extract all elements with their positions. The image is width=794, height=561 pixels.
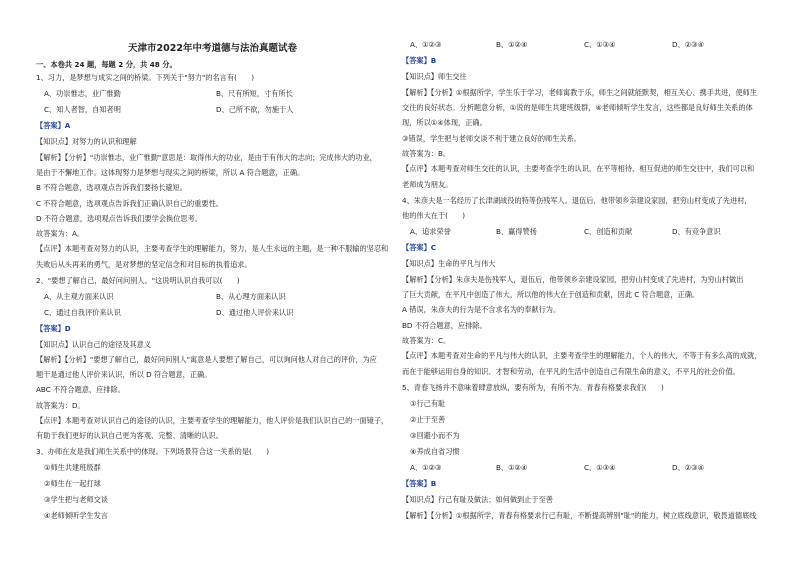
q2-option-d: D、通过他人评价来认识 [216,308,294,317]
q4-analysis-line: A 错误，朱彦夫的行为是不含求名为的奉献行为。 [402,305,561,314]
q5-item: ②止于至善 [410,415,446,424]
q1-comment-line: 【点评】本题考查对努力的认识，主要考查学生的理解能力，努力，是人生永远的主题，是一种不服输的坚忍和 [36,244,389,253]
q3-comment-line: 【点评】本题考查对师生交往的认识，主要考查学生的认识，在平等相待、相互促进的师生交往中，我们可以和 [402,164,755,173]
q2-answer: 【答案】D [36,324,71,333]
q1-option-c: C、知人者智，自知者明 [44,105,121,114]
q1-answer: 【答案】A [36,121,71,130]
q1-analysis-line: 是由于不懈地工作。这体现努力是梦想与现实之间的桥梁，所以 A 符合题意，正确。 [36,168,305,177]
q3-item: ②师生在一起打球 [44,479,101,488]
q2-option-a: A、从主观方面来认识 [44,292,114,301]
q5-knowledge-point: 【知识点】行己有耻及做法；如何做到止于至善 [402,495,553,504]
q3-option-a: A、①②③ [410,40,442,49]
q5-item: ④养成自省习惯 [410,447,460,456]
q1-analysis-line: 故答案为：A。 [36,229,85,238]
q3-item: ③学生把与老师交谈 [44,495,108,504]
q1-analysis-line: D 不符合题意，选项观点告诉我们要学会换位思考。 [36,214,202,223]
q2-comment-line: 【点评】本题考查对认识自己的途径的认识，主要考查学生的理解能力，他人评价是我们认识自己的一面镜子， [36,416,389,425]
page-title: 天津市2022年中考道德与法治真题试卷 [128,43,297,54]
q3-answer: 【答案】B [402,56,437,65]
q3-analysis-line: 现，所以①④体现，正确。 [402,118,487,127]
q4-analysis-line: 故答案为：C。 [402,336,451,345]
q3-option-d: D、②③④ [672,40,705,49]
q5-analysis-line: 【解析】【分析】①根据所学，青春有格要求行己有耻，不断提高辨别"耻"的能力，树立底线意识，敬畏道德底线 [402,511,757,520]
q3-option-b: B、①②④ [496,40,528,49]
q4-knowledge-point: 【知识点】生命的平凡与伟大 [402,259,496,268]
q3-item: ①师生共建班级群 [44,463,101,472]
q2-analysis-line: 【解析】【分析】"要想了解自己，最好问问别人"寓意是人要想了解自己，可以询问他人对自己的评价，为应 [36,355,377,364]
q2-knowledge-point: 【知识点】认识自己的途径及其意义 [36,340,152,349]
q2-stem: 2、"要想了解自己，最好问问别人。"这说明认识自我可以( ) [36,276,240,285]
q1-comment-line: 失败后从头再来的勇气，是对梦想的坚定信念和对目标的执着追求。 [36,260,252,269]
q1-knowledge-point: 【知识点】对努力的认识和理解 [36,137,137,146]
q3-analysis-line: 【解析】【分析】①根据所学，学生乐于学习，老师寓教于乐，师生之间就能默契，相互关心、携手共进，使师生 [402,88,758,97]
section-heading: 一、本卷共 24 题，每题 2 分，共 48 分。 [36,60,177,69]
q4-option-a: A、追求荣誉 [410,227,451,236]
q5-option-a: A、①②③ [410,463,442,472]
q4-option-c: C、创造和贡献 [584,227,633,236]
q1-option-d: D、己所不欲，勿施于人 [216,105,294,114]
q5-answer: 【答案】B [402,479,437,488]
q5-option-d: D、②③④ [672,463,705,472]
q3-knowledge-point: 【知识点】师生交往 [402,72,467,81]
q2-comment-line: 有助于我们更好的认识自己更为客观、完整、清晰的认识。 [36,431,223,440]
q3-analysis-line: ③错误，学生把与老师交谈不利于建立良好的师生关系。 [402,134,581,143]
q4-stem: 4、朱彦夫是一名经历了长津湖战役的特等伤残军人。退伍后，他带领乡亲建设家园，把穷山村变成了先进村， [402,196,752,205]
q3-analysis-line: 交往的良好状态。分析题意分析，①说的是师生共建班级群，④老师倾听学生发言，这些都是良好师生关系的体 [402,103,753,112]
q2-option-c: C、通过自我评价来认识 [44,308,121,317]
q3-item: ④老师倾听学生发言 [44,511,108,520]
q4-analysis-line: 了巨大贡献，在平凡中创造了伟大，所以他的伟大在于创造和贡献，因此 C 符合题意，正确。 [402,290,700,299]
q3-option-c: C、①③④ [584,40,616,49]
q2-analysis-line: ABC 不符合题意，应排除。 [36,385,125,394]
q4-comment-line: 【点评】本题考查对生命的平凡与伟大的认识，主要考查学生的理解能力，个人的伟大，不等于有多么高的成就， [402,351,762,360]
q4-option-b: B、赢得赞扬 [496,227,537,236]
q1-analysis-line: 【解析】【分析】"功崇惟志，业广惟勤"意思是：取得伟大的功业，是由于有伟大的志向；完成伟大的功业， [36,153,377,162]
q3-analysis-line: 故答案为：B。 [402,149,451,158]
q4-answer: 【答案】C [402,243,437,252]
q3-stem: 3、办师在友是我们师生关系中的体现。下列场景符合这一关系的是( ) [36,447,269,456]
q5-stem: 5、青春飞扬并不意味着肆意放纵，要有所为，有所不为。青春有格要求我们( ) [402,383,664,392]
q1-analysis-line: C 不符合题意，选项观点告诉我们正确认识自己的重要性。 [36,199,223,208]
q5-option-b: B、①②④ [496,463,528,472]
q4-option-d: D、有竞争意识 [672,227,721,236]
q5-option-c: C、①③④ [584,463,616,472]
q4-analysis-line: 【解析】【分析】朱彦夫是伤残军人，退伍后，他带领乡亲建设家园，把穷山村变成了先进村，为穷山村做出 [402,275,744,284]
q5-item: ③回避小而不为 [410,431,460,440]
q5-item: ①行己有耻 [410,399,446,408]
q1-stem: 1、习力，是梦想与成实之间的桥梁。下列关于"努力"的名言有( ) [36,73,255,82]
q1-option-a: A、功崇惟志，业广惟勤 [44,89,121,98]
q4-comment-line: 而在于能够运用自身的知识、才智和劳动，在平凡的生活中创造自己有限生命的意义，不平凡的社会价值。 [402,367,740,376]
q2-analysis-line: 题干是通过他人评价来认识，所以 D 符合题意，正确。 [36,370,212,379]
q2-analysis-line: 故答案为：D。 [36,401,85,410]
q2-option-b: B、从心理方面来认识 [216,292,286,301]
q1-option-b: B、尺有所短，寸有所长 [216,89,293,98]
q3-comment-line: 老师成为朋友。 [402,180,453,189]
q1-analysis-line: B 不符合题意，选项观点告诉我们要扬长避短。 [36,183,187,192]
q4-analysis-line: BD 不符合题意，应排除。 [402,321,487,330]
q4-stem: 他的伟大在于( ) [402,211,466,220]
